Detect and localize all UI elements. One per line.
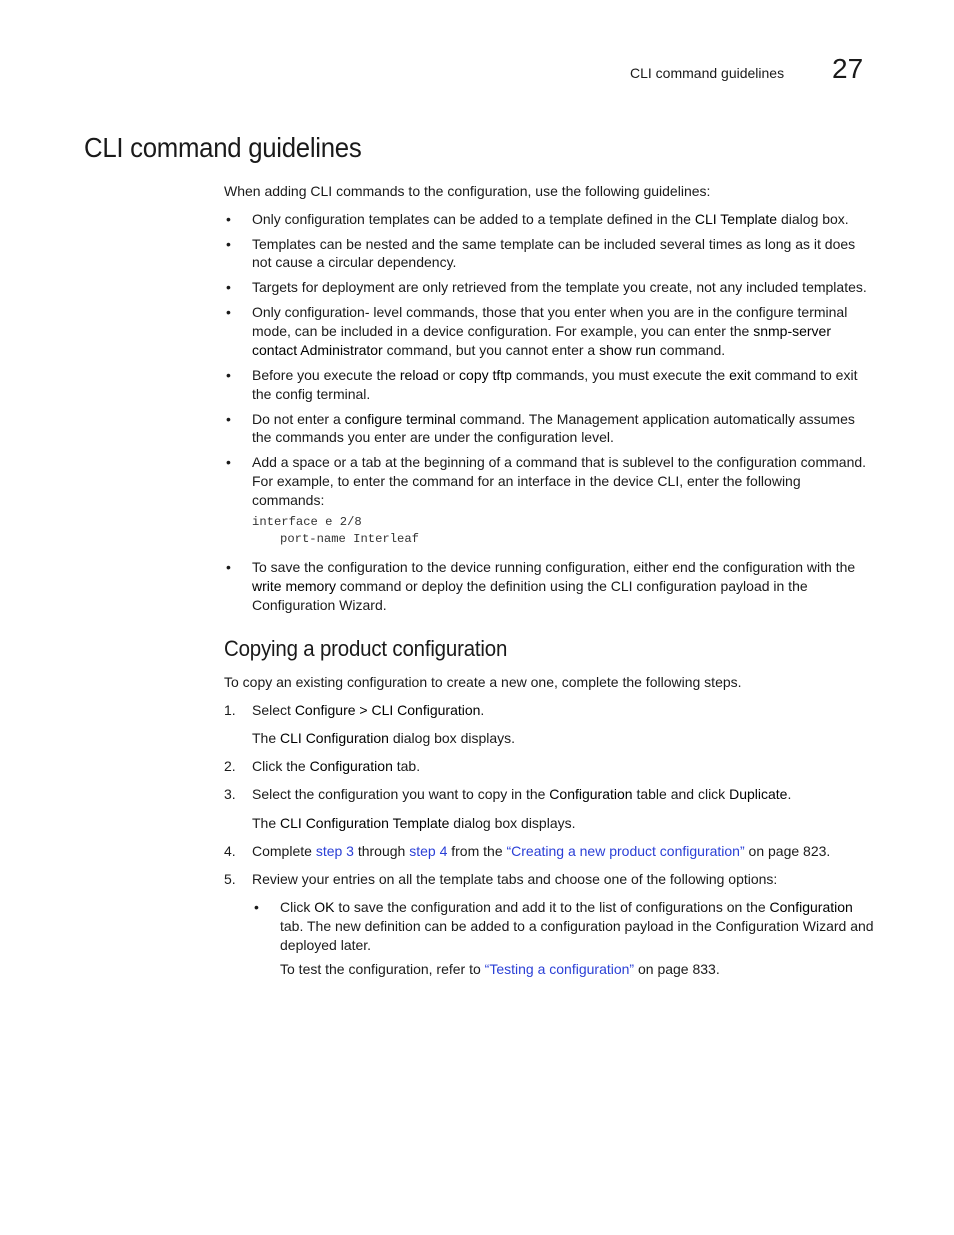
step-number: 3.: [224, 786, 236, 803]
bullet-icon: •: [226, 304, 231, 321]
creating-config-link[interactable]: “Creating a new product configuration”: [506, 842, 745, 859]
list-item: • To save the configuration to the device running configuration, either end the configuration with the write memory command or deploy the definition using the CLI configuration payload in the Configuration Wizard.: [226, 559, 856, 613]
ui-term: Configuration: [309, 758, 393, 775]
command-term: reload: [399, 366, 439, 383]
step-number: 1.: [224, 701, 236, 718]
step-4-link[interactable]: step 4: [409, 842, 448, 859]
list-item: • Targets for deployment are only retrieved from the template you create, not any included templates.: [226, 279, 867, 296]
list-item: • Only configuration- level commands, those that you enter when you are in the configure terminal mode, can be included in a device configuration. For example, you can enter the snmp-server contact Administrator command, but you cannot enter a show run command.: [226, 304, 848, 358]
step-3-link[interactable]: step 3: [315, 842, 354, 859]
step-number: 4.: [224, 842, 236, 859]
subsection-intro: To copy an existing configuration to create a new one, complete the following steps.: [224, 674, 742, 691]
ui-term: Configuration: [549, 786, 633, 803]
options-list: [252, 898, 874, 954]
page-title: CLI command guidelines: [84, 132, 362, 163]
ui-term: CLI Configuration Template: [280, 814, 450, 831]
command-term: show run: [599, 341, 656, 358]
step-item: 3. Select the configuration you want to copy in the Configuration table and click Duplicate.: [224, 786, 792, 803]
option-note: To test the configuration, refer to “Testing a configuration” on page 833.: [280, 961, 720, 978]
step-item: 1. Select Configure > CLI Configuration.: [224, 701, 485, 718]
ui-term: CLI Template: [694, 210, 778, 227]
bullet-icon: •: [226, 210, 231, 227]
command-term: configure terminal: [344, 410, 456, 427]
list-item: • Add a space or a tab at the beginning of a command that is sublevel to the configuration command. For example, to enter the command for an interface in the device CLI, enter the following commands: interface e 2/8 port-name Interleaf: [224, 453, 874, 548]
bullet-icon: •: [226, 279, 231, 296]
intro-paragraph: When adding CLI commands to the configuration, use the following guidelines:: [224, 183, 711, 199]
step-note: The CLI Configuration dialog box displays.: [252, 730, 516, 747]
bullet-icon: •: [226, 454, 231, 471]
code-block: [252, 514, 874, 548]
bullet-icon: •: [226, 559, 231, 576]
step-number: 2.: [224, 758, 236, 775]
steps-list: [224, 701, 874, 889]
list-item: • Do not enter a configure terminal command. The Management application automatically assumes the commands you enter are under the configuration level.: [226, 410, 855, 446]
command-term: copy tftp: [459, 366, 512, 383]
main-content: [224, 182, 874, 979]
guidelines-list: [224, 210, 874, 615]
step-item: 4. Complete step 3 through step 4 from the “Creating a new product configuration” on page 823.: [224, 842, 831, 859]
ui-term: OK: [314, 899, 335, 916]
bullet-icon: •: [226, 410, 231, 427]
command-term: snmp-server contact Administrator: [252, 323, 831, 358]
bullet-icon: •: [226, 235, 231, 252]
testing-config-link[interactable]: “Testing a configuration”: [484, 961, 635, 978]
list-item: • Templates can be nested and the same template can be included several times as long as it does not cause a circular dependency.: [226, 235, 856, 271]
step-number: 5.: [224, 871, 236, 888]
step-item: 5. Review your entries on all the template tabs and choose one of the following options:: [224, 871, 778, 888]
step-note: The CLI Configuration Template dialog box displays.: [252, 814, 576, 831]
bullet-icon: •: [226, 366, 231, 383]
ui-term: CLI Configuration: [280, 730, 389, 747]
bullet-icon: •: [254, 899, 259, 916]
command-term: write memory: [252, 578, 337, 595]
list-item: • Only configuration templates can be added to a template defined in the CLI Template dialog box.: [226, 210, 849, 227]
command-term: exit: [729, 366, 751, 383]
code-line: port-name Interleaf: [280, 532, 419, 547]
list-item: • Before you execute the reload or copy tftp commands, you must execute the exit command to exit the config terminal.: [226, 366, 858, 402]
running-header-title: CLI command guidelines: [630, 65, 785, 81]
list-item: • Click OK to save the configuration and add it to the list of configurations on the Configuration tab. The new definition can be added to a configuration payload in the Configuration Wizard and deployed later.: [254, 899, 874, 953]
step-item: 2. Click the Configuration tab.: [224, 758, 421, 775]
ui-term: Configuration: [769, 899, 853, 916]
chapter-number: 27: [832, 53, 864, 84]
subsection-title: Copying a product configuration: [224, 636, 508, 662]
ui-term: Duplicate: [729, 786, 788, 803]
code-line: interface e 2/8: [252, 515, 362, 530]
ui-term: Configure > CLI Configuration: [294, 701, 481, 718]
